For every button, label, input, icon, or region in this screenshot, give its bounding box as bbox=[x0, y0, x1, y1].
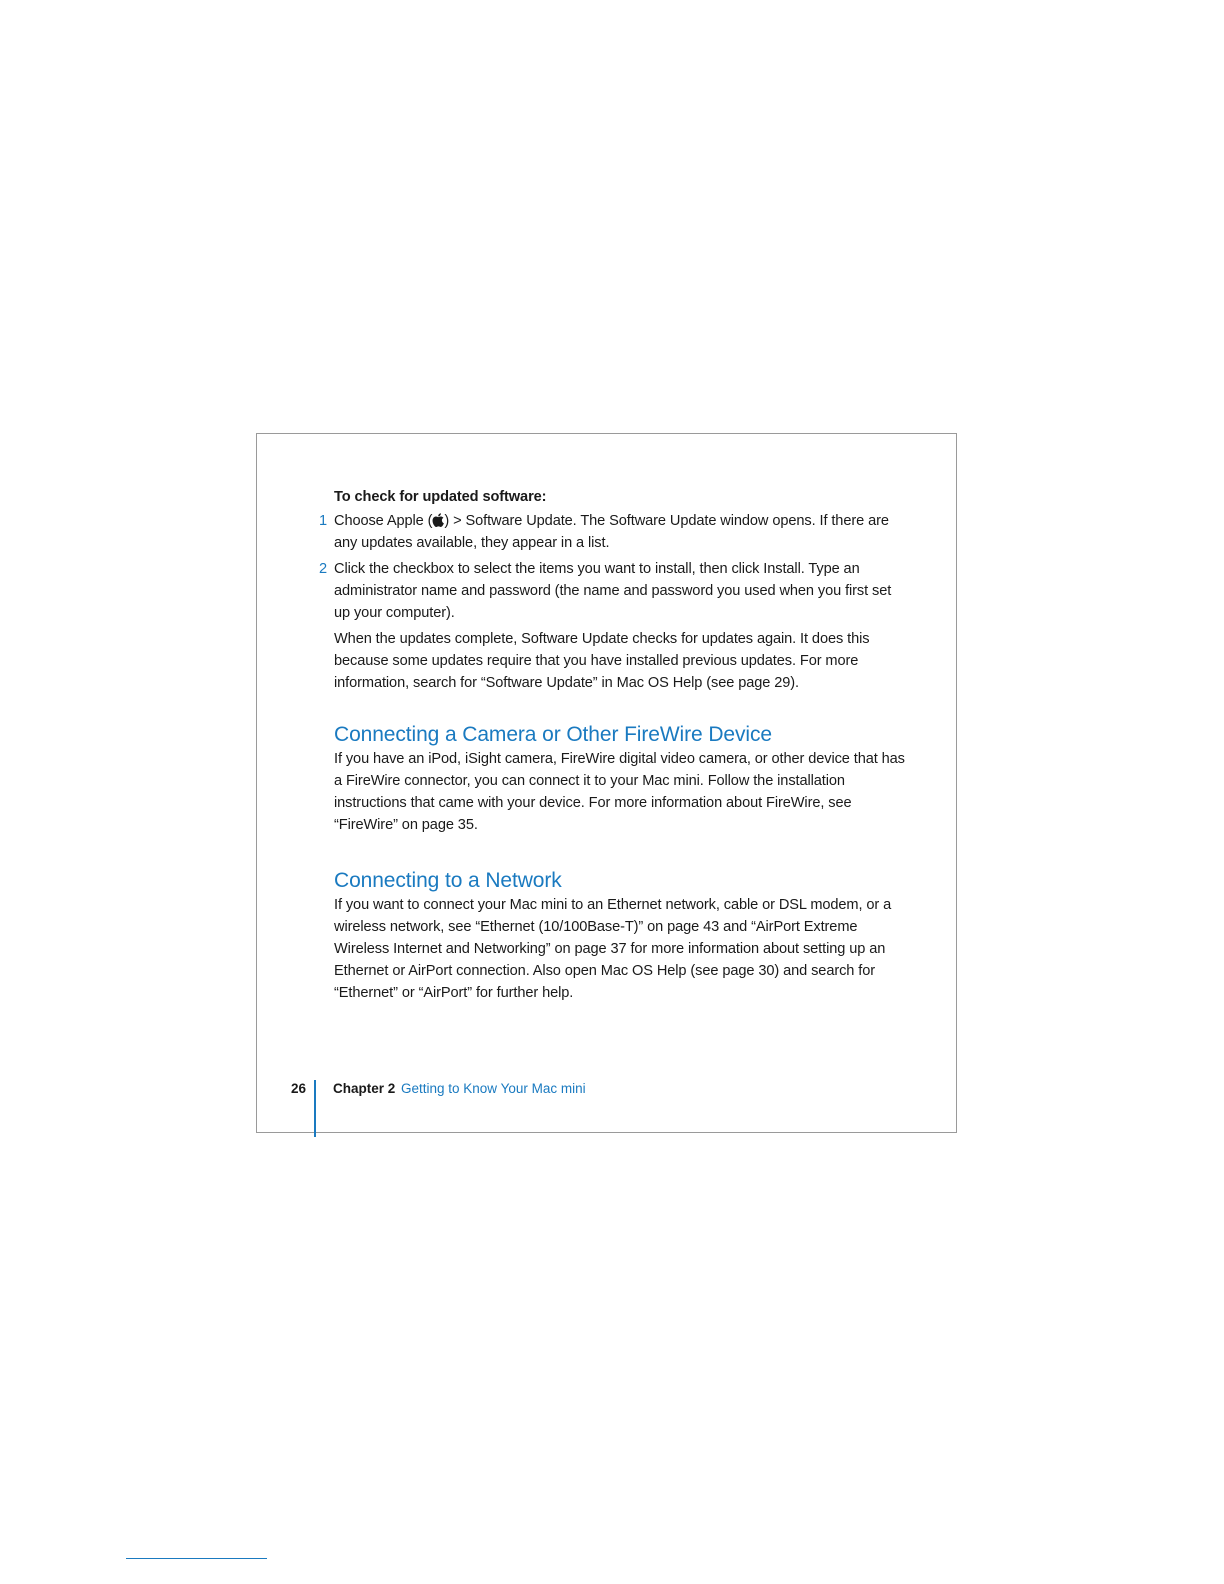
step-text-after-icon: ) > Software Update. The Software Update window opens. If there are any updates available, they appear in a list. bbox=[334, 513, 889, 551]
step-number: 2 bbox=[319, 561, 328, 577]
step-text-before-icon: Choose Apple ( bbox=[334, 513, 433, 529]
page-content bbox=[319, 486, 909, 1004]
footer-divider bbox=[314, 1080, 316, 1137]
instructions-note: When the updates complete, Software Update checks for updates again. It does this because some updates require that you have installed previous updates. For more information, search for “Software Update” in Mac OS Help (see page 29). bbox=[334, 631, 870, 691]
step-2 bbox=[319, 558, 909, 624]
chapter-title: Getting to Know Your Mac mini bbox=[401, 1081, 586, 1096]
step-text: Click the checkbox to select the items you want to install, then click Install. Type an administrator name and password (the name and password you used when you first set up your computer). bbox=[334, 561, 892, 621]
section-body-firewire: If you have an iPod, iSight camera, FireWire digital video camera, or other device that has a FireWire connector, you can connect it to your Mac mini. Follow the installation instructions that came with your device. For more information about FireWire, see “FireWire” on page 35. bbox=[334, 751, 905, 833]
step-1 bbox=[319, 510, 909, 554]
chapter-label: Chapter 2 bbox=[333, 1081, 396, 1096]
page-number: 26 bbox=[291, 1081, 307, 1096]
instructions-heading: To check for updated software: bbox=[334, 489, 547, 505]
bottom-divider bbox=[126, 1558, 267, 1559]
step-number: 1 bbox=[319, 513, 328, 529]
section-body-network: If you want to connect your Mac mini to an Ethernet network, cable or DSL modem, or a wireless network, see “Ethernet (10/100Base-T)” on page 43 and “AirPort Extreme Wireless Internet and Networking” on page 37 for more information about setting up an Ethernet or AirPort connection. Also open Mac OS Help (see page 30) and search for “Ethernet” or “AirPort” for further help. bbox=[334, 897, 892, 1001]
apple-logo-icon bbox=[432, 513, 444, 527]
section-title-network: Connecting to a Network bbox=[334, 869, 562, 892]
section-title-firewire: Connecting a Camera or Other FireWire Device bbox=[334, 723, 772, 746]
